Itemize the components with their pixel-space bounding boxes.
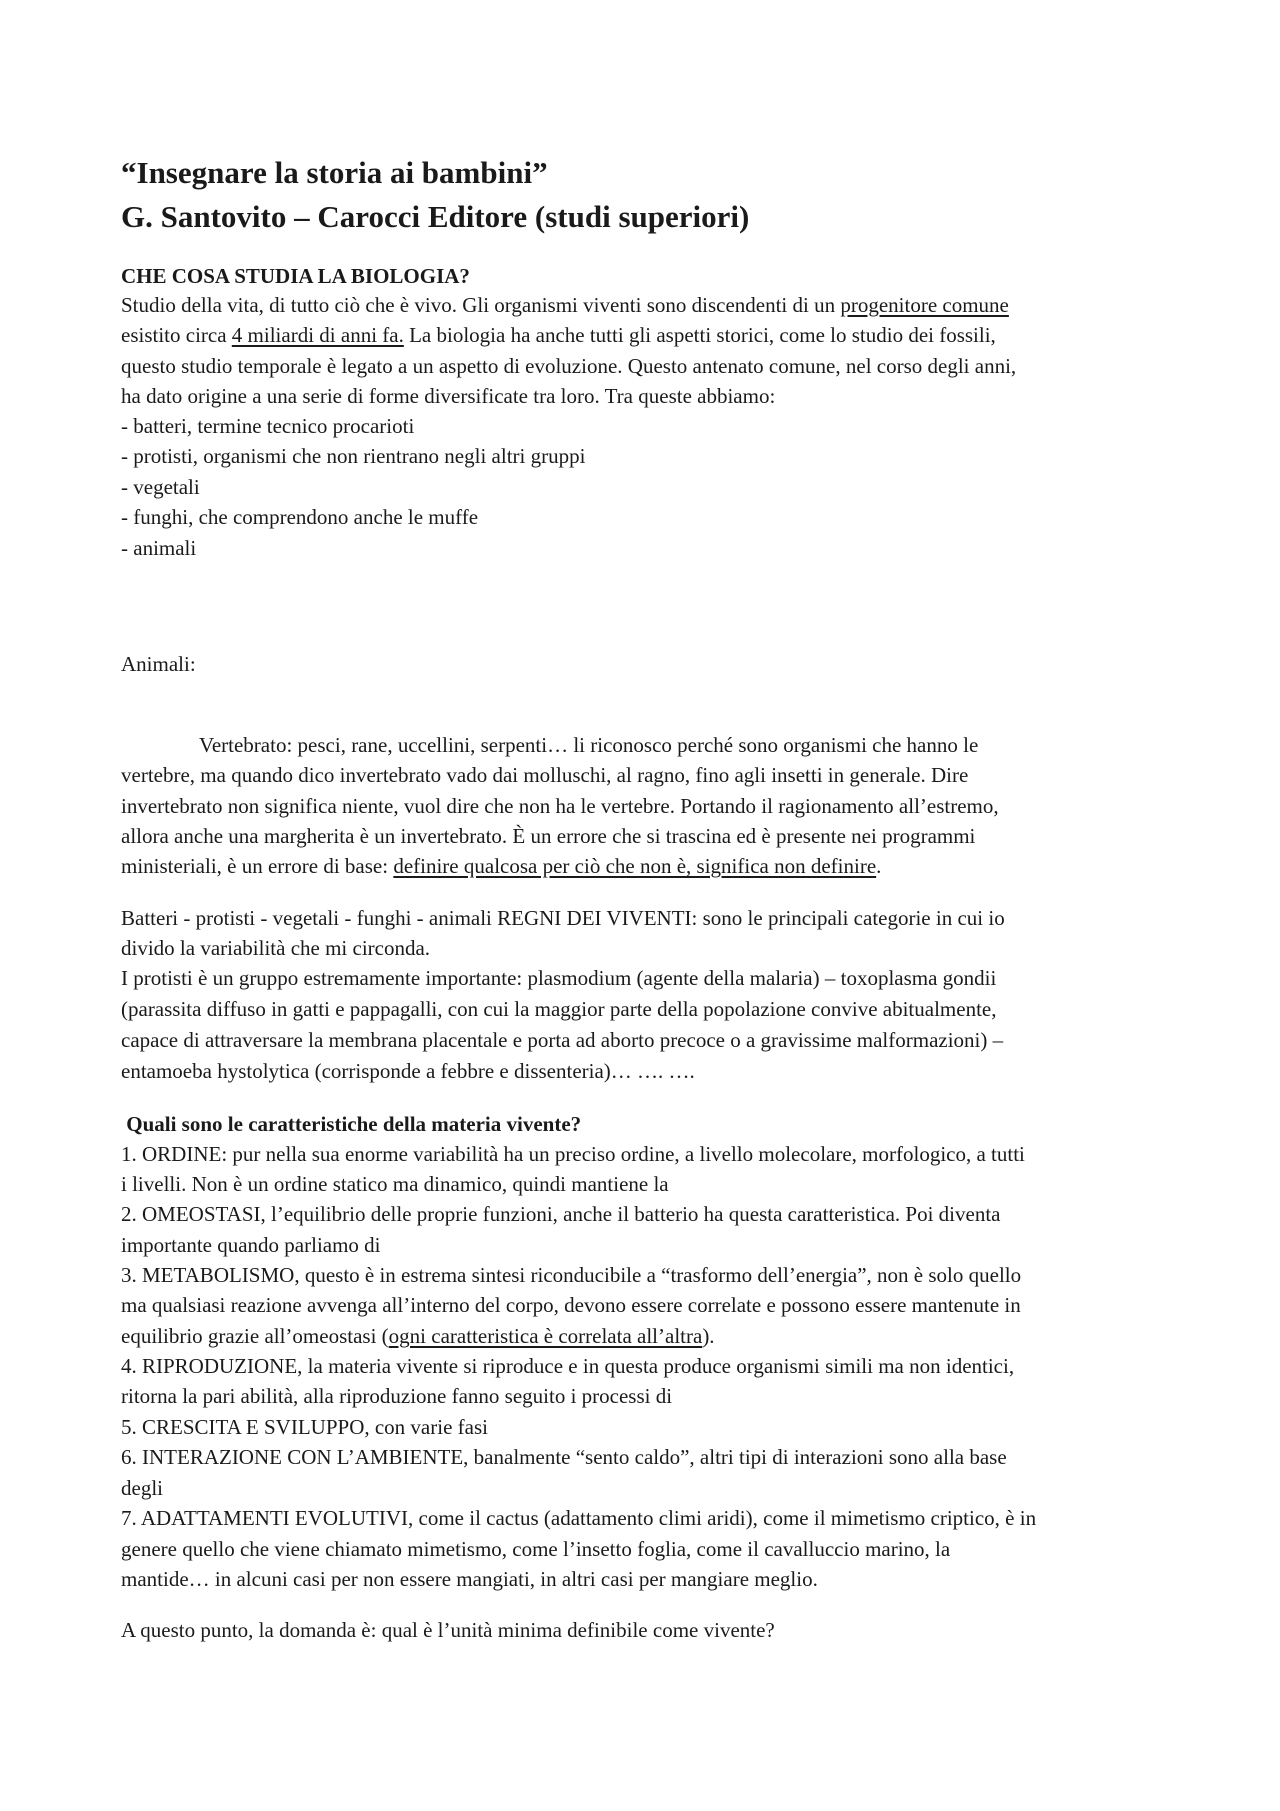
paragraph-line: ministeriali, è un errore di base: definire qualcosa per ciò che non è, significa non definire. (121, 854, 882, 878)
paragraph-line: vertebre, ma quando dico invertebrato vado dai molluschi, al ragno, fino agli insetti in generale. Dire (121, 763, 969, 787)
paragraph-line: esistito circa 4 miliardi di anni fa. La biologia ha anche tutti gli aspetti storici, come lo studio dei fossili, (121, 323, 996, 347)
paragraph-line: Vertebrato: pesci, rane, uccellini, serpenti… li riconosco perché sono organismi che hanno le (199, 733, 979, 757)
paragraph-line: Batteri - protisti - vegetali - funghi - animali REGNI DEI VIVENTI: sono le principali categorie in cui io (121, 906, 1005, 930)
paragraph-line: ritorna la pari abilità, alla riproduzione fanno seguito i processi di (121, 1384, 673, 1408)
paragraph-line: allora anche una margherita è un invertebrato. È un errore che si trascina ed è presente nei programmi (121, 824, 976, 848)
list-item: 3. METABOLISMO, questo è in estrema sintesi riconducibile a “trasformo dell’energia”, non è solo quello (121, 1263, 1022, 1287)
list-item: 6. INTERAZIONE CON L’AMBIENTE, banalmente “sento caldo”, altri tipi di interazioni sono alla base (121, 1445, 1007, 1469)
section-heading-biologia: CHE COSA STUDIA LA BIOLOGIA? (121, 264, 470, 288)
paragraph-line: mantide… in alcuni casi per non essere mangiati, in altri casi per mangiare meglio. (121, 1567, 818, 1591)
list-item: 2. OMEOSTASI, l’equilibrio delle proprie funzioni, anche il batterio ha questa caratteristica. Poi diventa (121, 1202, 1001, 1226)
document-subtitle: G. Santovito – Carocci Editore (studi superiori) (121, 199, 750, 234)
underlined-text: definire qualcosa per ciò che non è, significa non definire (393, 854, 877, 878)
paragraph-line: importante quando parliamo di (121, 1233, 381, 1257)
paragraph-line: entamoeba hystolytica (corrisponde a febbre e dissenteria)… …. …. (121, 1059, 695, 1083)
underlined-text: 4 miliardi di anni fa. (231, 323, 404, 347)
paragraph-line: capace di attraversare la membrana placentale e porta ad aborto precoce o a gravissime malformazioni) – (121, 1028, 1004, 1052)
list-item: 1. ORDINE: pur nella sua enorme variabilità ha un preciso ordine, a livello molecolare, morfologico, a tutti (121, 1142, 1025, 1166)
section-label-animali: Animali: (121, 652, 196, 676)
list-item: 4. RIPRODUZIONE, la materia vivente si riproduce e in questa produce organismi simili ma non identici, (121, 1354, 1015, 1378)
closing-question: A questo punto, la domanda è: qual è l’unità minima definibile come vivente? (121, 1618, 775, 1642)
document-title: “Insegnare la storia ai bambini” (121, 155, 548, 190)
paragraph-line: genere quello che viene chiamato mimetismo, come l’insetto foglia, come il cavalluccio marino, la (121, 1537, 951, 1561)
list-item: - animali (121, 536, 197, 560)
list-item: - vegetali (121, 475, 200, 499)
paragraph-line: i livelli. Non è un ordine statico ma dinamico, quindi mantiene la (121, 1172, 669, 1196)
list-item: 7. ADATTAMENTI EVOLUTIVI, come il cactus (adattamento climi aridi), come il mimetismo criptico, è in (121, 1506, 1037, 1530)
paragraph-line: questo studio temporale è legato a un aspetto di evoluzione. Questo antenato comune, nel corso degli anni, (121, 354, 1017, 378)
list-item: - batteri, termine tecnico procarioti (121, 414, 415, 438)
list-item: 5. CRESCITA E SVILUPPO, con varie fasi (121, 1415, 488, 1439)
paragraph-line: ha dato origine a una serie di forme diversificate tra loro. Tra queste abbiamo: (121, 384, 776, 408)
underlined-text: ogni caratteristica è correlata all’altra (388, 1324, 703, 1348)
section-heading-caratteristiche: Quali sono le caratteristiche della materia vivente? (121, 1112, 582, 1136)
list-item: - funghi, che comprendono anche le muffe (121, 505, 479, 529)
paragraph-line: equilibrio grazie all’omeostasi (ogni caratteristica è correlata all’altra). (121, 1324, 715, 1348)
paragraph-line: I protisti è un gruppo estremamente importante: plasmodium (agente della malaria) – toxoplasma gondii (121, 966, 997, 990)
underlined-text: progenitore comune (840, 293, 1009, 317)
paragraph-line: invertebrato non significa niente, vuol dire che non ha le vertebre. Portando il ragionamento all’estremo, (121, 794, 999, 818)
paragraph-line: Studio della vita, di tutto ciò che è vivo. Gli organismi viventi sono discendenti di un progenitore comune (121, 293, 1009, 317)
paragraph-line: divido la variabilità che mi circonda. (121, 936, 431, 960)
paragraph-line: (parassita diffuso in gatti e pappagalli, con cui la maggior parte della popolazione convive abitualmente, (121, 997, 997, 1021)
list-item: - protisti, organismi che non rientrano negli altri gruppi (121, 444, 586, 468)
paragraph-line: ma qualsiasi reazione avvenga all’interno del corpo, devono essere correlate e possono essere mantenute in (121, 1293, 1021, 1317)
paragraph-line: degli (121, 1476, 163, 1500)
